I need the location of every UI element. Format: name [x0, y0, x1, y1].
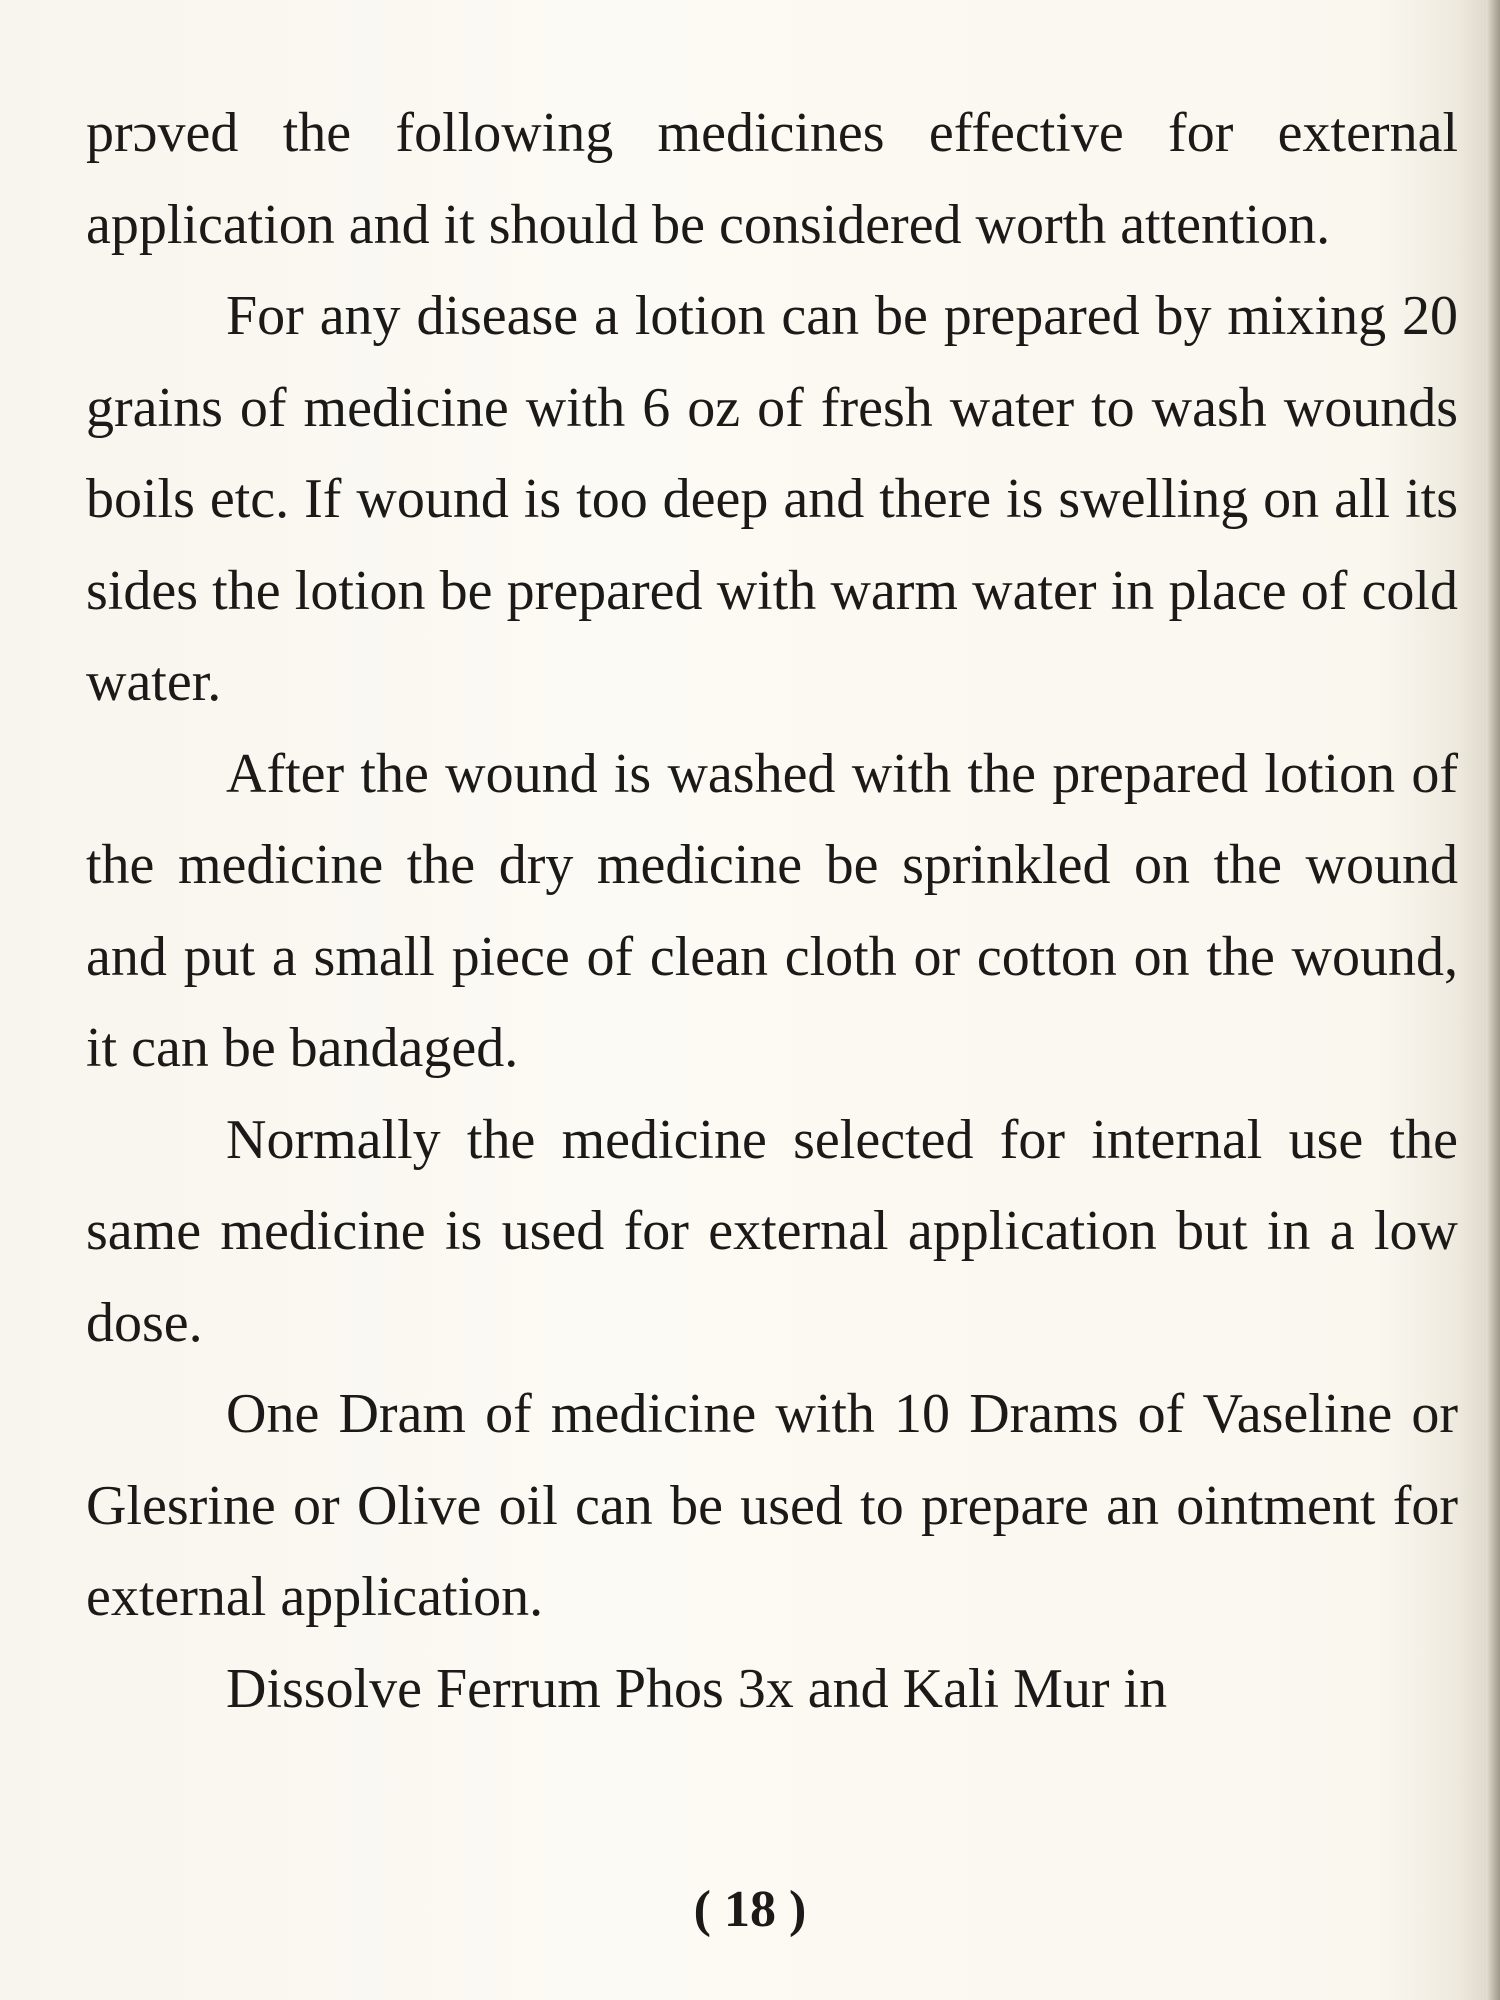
- body-text: [86, 88, 1458, 1735]
- paragraph-continuation: prɔved the following medicines effective for external application and it should be considered worth attention.: [86, 102, 1458, 256]
- paragraph-wound-dressing: After the wound is washed with the prepared lotion of the medicine the dry medicine be sprinkled on the wound and put a small piece of clean cloth or cotton on the wound, it can be bandaged.: [86, 742, 1458, 1079]
- page-number: ( 18 ): [693, 1881, 807, 1938]
- paragraph-medicine-selection: Normally the medicine selected for internal use the same medicine is used for external application but in a low dose.: [86, 1108, 1458, 1354]
- paragraph-lotion-preparation: For any disease a lotion can be prepared by mixing 20 grains of medicine with 6 oz of fresh water to wash wounds boils etc. If wound is too deep and there is swelling on all its sides the lotion be prepared with warm water in place of cold water.: [86, 285, 1458, 713]
- paragraph-dissolve: Dissolve Ferrum Phos 3x and Kali Mur in: [226, 1657, 1168, 1720]
- paragraph-ointment: One Dram of medicine with 10 Drams of Vaseline or Glesrine or Olive oil can be used to prepare an ointment for external application.: [86, 1383, 1458, 1628]
